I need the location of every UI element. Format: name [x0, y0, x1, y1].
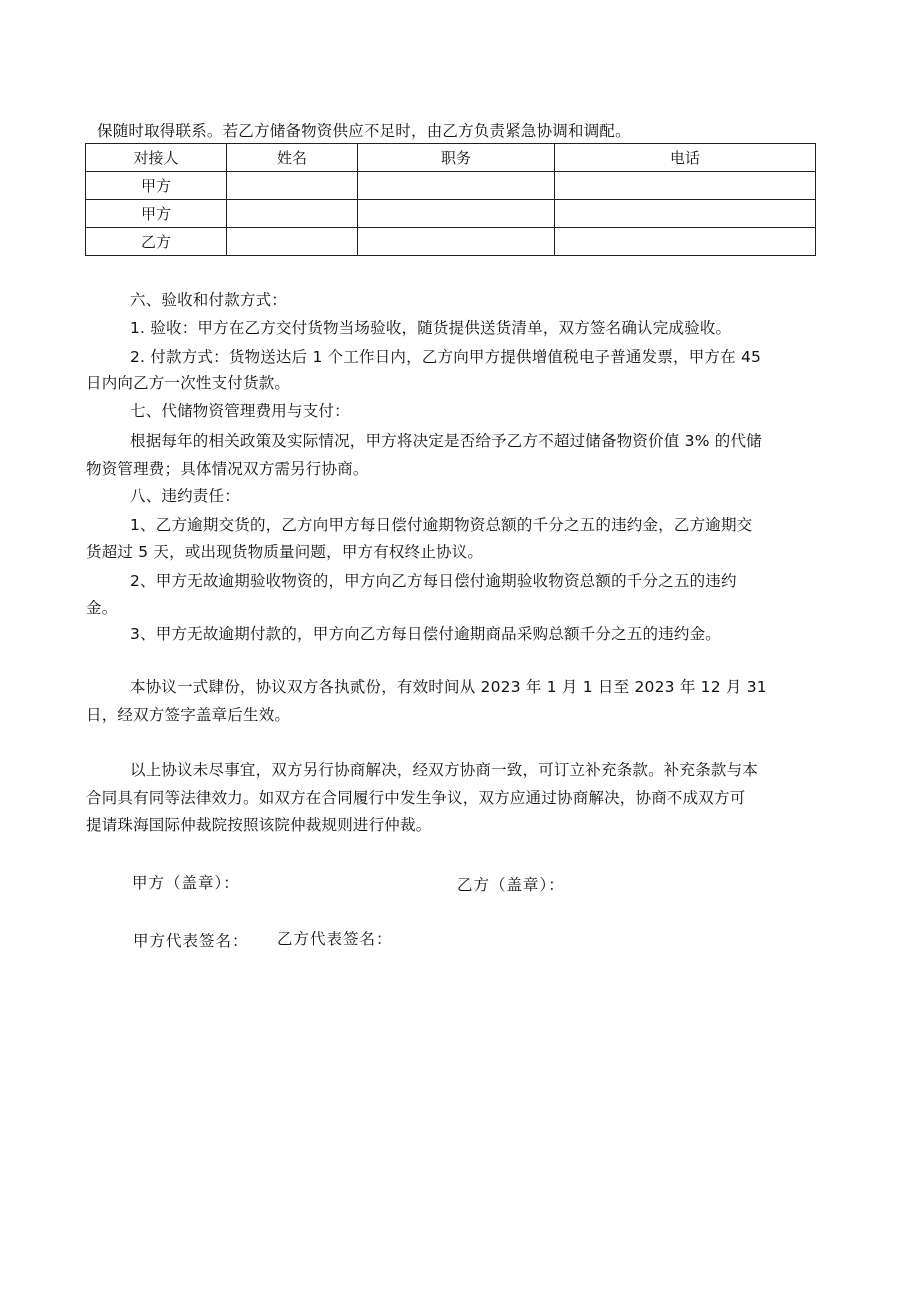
row-party: 甲方: [86, 172, 227, 200]
position-cell[interactable]: [358, 200, 555, 228]
party-a-seal-label: 甲方（盖章）：: [132, 874, 240, 892]
row-party: 乙方: [86, 228, 227, 256]
section8-item2-line2: 金。: [86, 599, 118, 617]
header-contact: 对接人: [86, 144, 227, 172]
section7-title: 七、代储物资管理费用与支付：: [130, 402, 350, 420]
section8-item3: 3、甲方无故逾期付款的，甲方向乙方每日偿付逾期商品采购总额千分之五的违约金。: [130, 625, 721, 643]
table-row: [86, 172, 816, 200]
position-cell[interactable]: [358, 172, 555, 200]
section6-item2-line1: 2. 付款方式：货物送达后 1 个工作日内，乙方向甲方提供增值税电子普通发票，甲方在 45: [130, 348, 762, 366]
phone-cell[interactable]: [555, 228, 816, 256]
section6-item2-line2: 日内向乙方一次性支付货款。: [86, 374, 291, 392]
intro-line: 保随时取得联系。若乙方储备物资供应不足时，由乙方负责紧急协调和调配。: [97, 122, 631, 140]
section6-item1: 1. 验收：甲方在乙方交付货物当场验收，随货提供送货清单，双方签名确认完成验收。: [130, 319, 732, 337]
supplement-line1: 以上协议未尽事宜，双方另行协商解决，经双方协商一致，可订立补充条款。补充条款与本: [130, 761, 759, 779]
table-header-row: [86, 144, 816, 172]
name-cell[interactable]: [227, 172, 358, 200]
contact-table: [85, 143, 816, 256]
party-b-seal-label: 乙方（盖章）：: [457, 876, 565, 894]
party-b-rep-signature-label: 乙方代表签名：: [277, 930, 393, 948]
position-cell[interactable]: [358, 228, 555, 256]
table-row: [86, 200, 816, 228]
phone-cell[interactable]: [555, 200, 816, 228]
row-party: 甲方: [86, 200, 227, 228]
supplement-line3: 提请珠海国际仲裁院按照该院仲裁规则进行仲裁。: [86, 816, 432, 834]
validity-line1: 本协议一式肆份，协议双方各执贰份，有效时间从 2023 年 1 月 1 日至 2023 年 12 月 31: [130, 678, 767, 696]
name-cell[interactable]: [227, 228, 358, 256]
phone-cell[interactable]: [555, 172, 816, 200]
section8-item2-line1: 2、甲方无故逾期验收物资的，甲方向乙方每日偿付逾期验收物资总额的千分之五的违约: [130, 572, 737, 590]
section8-item1-line2: 货超过 5 天，或出现货物质量问题，甲方有权终止协议。: [86, 543, 484, 561]
section8-item1-line1: 1、乙方逾期交货的，乙方向甲方每日偿付逾期物资总额的千分之五的违约金，乙方逾期交: [130, 516, 753, 534]
header-phone: 电话: [555, 144, 816, 172]
section8-title: 八、违约责任：: [130, 487, 240, 505]
validity-line2: 日，经双方签字盖章后生效。: [86, 706, 291, 724]
party-a-rep-signature-label: 甲方代表签名：: [133, 932, 249, 950]
table-row: [86, 228, 816, 256]
section6-title: 六、验收和付款方式：: [130, 291, 288, 309]
section7-line2: 物资管理费；具体情况双方需另行协商。: [86, 460, 369, 478]
header-position: 职务: [358, 144, 555, 172]
supplement-line2: 合同具有同等法律效力。如双方在合同履行中发生争议，双方应通过协商解决，协商不成双方可: [86, 789, 746, 807]
section7-line1: 根据每年的相关政策及实际情况，甲方将决定是否给予乙方不超过储备物资价值 3% 的代储: [130, 432, 762, 450]
header-name: 姓名: [227, 144, 358, 172]
name-cell[interactable]: [227, 200, 358, 228]
